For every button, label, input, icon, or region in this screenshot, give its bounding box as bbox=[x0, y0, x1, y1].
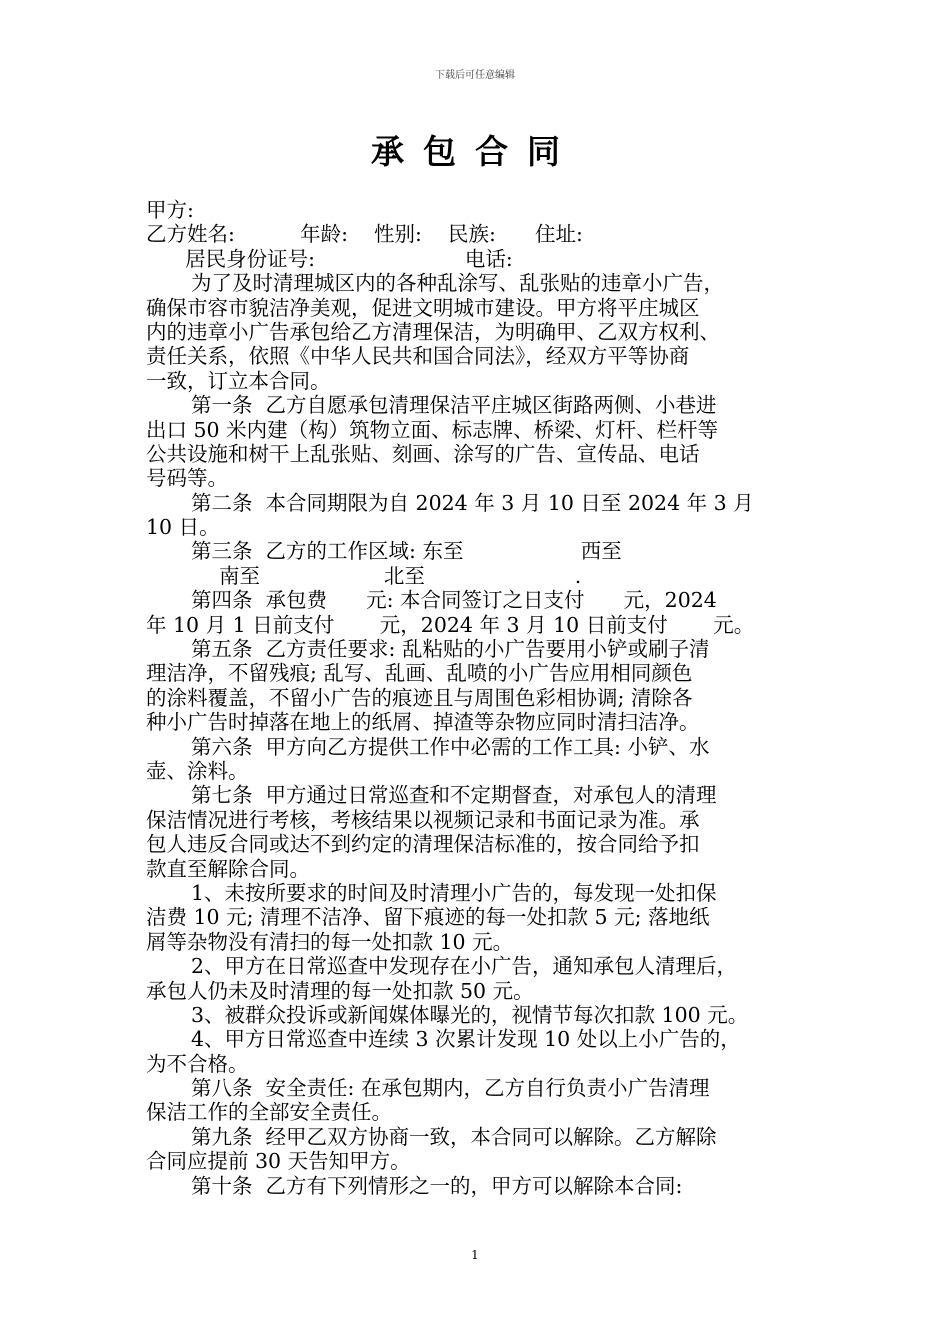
text-line: 责任关系，依照《中华人民共和国合同法》，经双方平等协商 bbox=[146, 344, 690, 369]
article-7-line: 第七条 甲方通过日常巡查和不定期督查，对承包人的清理 bbox=[191, 783, 717, 808]
article-9-line: 第九条 经甲乙双方协商一致，本合同可以解除。乙方解除 bbox=[191, 1124, 717, 1149]
text-line: 为不合格。 bbox=[146, 1051, 249, 1076]
article-10-line: 第十条 乙方有下列情形之一的，甲方可以解除本合同: bbox=[191, 1173, 683, 1198]
text-line: 一致，订立本合同。 bbox=[146, 368, 331, 393]
text-line: 种小广告时掉落在地上的纸屑、掉渣等杂物应同时清扫洁净。 bbox=[146, 710, 700, 735]
clause-2-line: 2、甲方在日常巡查中发现存在小广告，通知承包人清理后， bbox=[191, 954, 738, 979]
text-line: 屑等杂物没有清扫的每一处扣款 10 元。 bbox=[146, 929, 514, 954]
text-line: 合同应提前 30 天告知甲方。 bbox=[146, 1149, 411, 1174]
text-line: 承包人仍未及时清理的每一处扣款 50 元。 bbox=[146, 978, 534, 1003]
text-line: 保洁工作的全部安全责任。 bbox=[146, 1100, 392, 1125]
text-line: 款直至解除合同。 bbox=[146, 856, 310, 881]
text-line: 洁费 10 元; 清理不洁净、留下痕迹的每一处扣款 5 元; 落地纸 bbox=[146, 905, 710, 930]
document-title: 承包合同 bbox=[371, 132, 579, 171]
text-line: 内的违章小广告承包给乙方清理保洁，为明确甲、乙双方权利、 bbox=[146, 319, 720, 344]
article-5-line: 第五条 乙方责任要求: 乱粘贴的小广告要用小铲或刷子清 bbox=[191, 637, 710, 662]
text-line: 的涂料覆盖，不留小广告的痕迹且与周围色彩相协调; 清除各 bbox=[146, 685, 693, 710]
text-line: 公共设施和树干上乱张贴、刻画、涂写的广告、宣传品、电话 bbox=[146, 441, 700, 466]
text-line: 号码等。 bbox=[146, 466, 228, 491]
text-line: 确保市容市貌洁净美观，促进文明城市建设。甲方将平庄城区 bbox=[146, 295, 700, 320]
article-4-line: 第四条 承包费 元: 本合同签订之日支付 元，2024 bbox=[191, 588, 717, 613]
text-line: 包人违反合同或达不到约定的清理保洁标准的，按合同给予扣 bbox=[146, 832, 700, 857]
clause-4-line: 4、甲方日常巡查中连续 3 次累计发现 10 处以上小广告的， bbox=[191, 1027, 741, 1052]
article-3-line: 第三条 乙方的工作区域: 东至 西至 bbox=[191, 539, 622, 564]
text-line: 壶、涂料。 bbox=[146, 758, 249, 783]
id-phone-line: 居民身份证号: 电话: bbox=[146, 246, 513, 271]
text-line: 南至 北至 . bbox=[206, 563, 582, 588]
text-line: 理洁净，不留残痕; 乱写、乱画、乱喷的小广告应用相同颜色 bbox=[146, 661, 693, 686]
clause-3-line: 3、被群众投诉或新闻媒体曝光的，视情节每次扣款 100 元。 bbox=[191, 1002, 749, 1027]
party-b-line: 乙方姓名: 年龄: 性别: 民族: 住址: bbox=[146, 222, 583, 247]
party-a-line: 甲方: bbox=[146, 198, 194, 222]
text-line: 10 日。 bbox=[146, 515, 220, 540]
page-number: 1 bbox=[471, 1248, 479, 1262]
article-1-line: 第一条 乙方自愿承包清理保洁平庄城区街路两侧、小巷进 bbox=[191, 393, 717, 418]
article-2-line: 第二条 本合同期限为自 2024 年 3 月 10 日至 2024 年 3 月 bbox=[191, 490, 754, 515]
text-line: 保洁情况进行考核，考核结果以视频记录和书面记录为准。承 bbox=[146, 807, 700, 832]
text-line: 为了及时清理城区内的各种乱涂写、乱张贴的违章小广告， bbox=[191, 271, 724, 296]
article-6-line: 第六条 甲方向乙方提供工作中必需的工作工具: 小铲、水 bbox=[191, 734, 710, 759]
header-note: 下载后可任意编辑 bbox=[435, 70, 515, 81]
clause-1-line: 1、未按所要求的时间及时清理小广告的，每发现一处扣保 bbox=[191, 880, 717, 905]
article-8-line: 第八条 安全责任: 在承包期内，乙方自行负责小广告清理 bbox=[191, 1076, 710, 1101]
contract-body bbox=[146, 198, 816, 1198]
text-line: 出口 50 米内建（构）筑物立面、标志牌、桥梁、灯杆、栏杆等 bbox=[146, 417, 719, 442]
text-line: 年 10 月 1 日前支付 元，2024 年 3 月 10 日前支付 元。 bbox=[146, 612, 755, 637]
